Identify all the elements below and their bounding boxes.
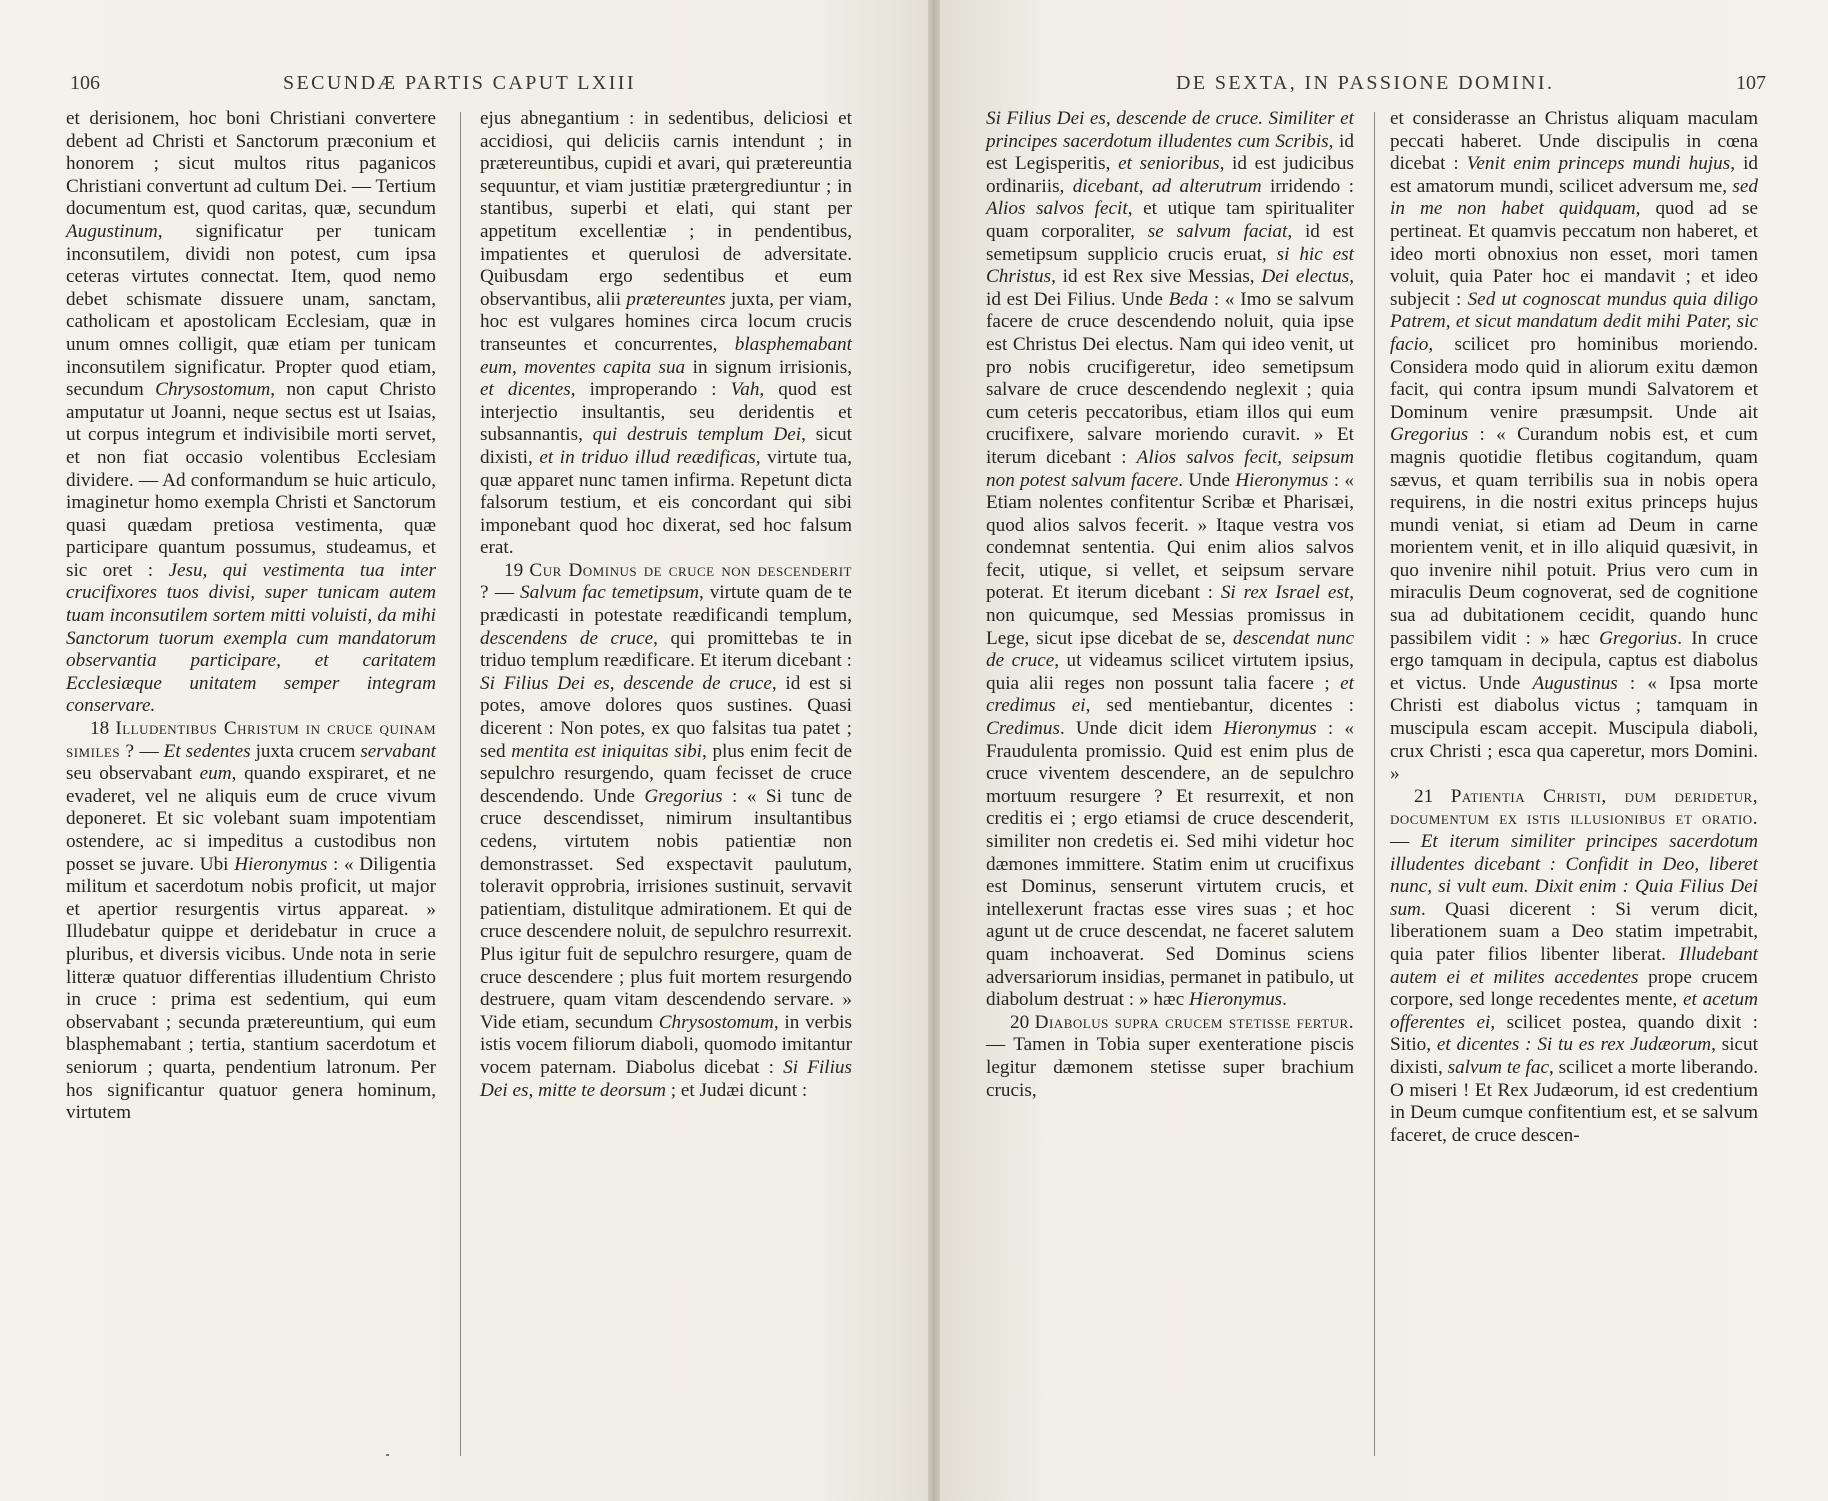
paragraph: et considerasse an Christus aliquam maculam peccati haberet. Unde discipulis in cœna dicebat : Venit enim princeps mundi hujus, id est amatorum mundi, scilicet adversum me, sed in me non habet quidquam, quod ad se pertineat. Et quamvis peccatum non haberet, et ideo morti obnoxius non esset, mori tamen voluit, quia Pater hoc ei mandavit ; et ideo subjecit : Sed ut cognoscat mundus quia diligo Patrem, et sicut mandatum dedit mihi Pater, sic facio, scilicet pro hominibus moriendo. Considera modo quid in aliorum exitu dæmon facit, qui contra ipsum mundi Salvatorem et Dominum venire præsumpsit. Unde ait Gregorius : « Curandum nobis est, et cum magnis quotidie fletibus cogitandum, quam sævus, et quam terribilis sua in nobis opera requirens, in die nostri exitus princeps hujus mundi veniat, si etiam ad Deum in carne morientem venit, et in illo aliquid quæsivit, in quo invenire nihil potuit. Prius vero cum in miraculis Deum cognoverat, sed de cognitione sua ad dubitationem cecidit, quando hunc passibilem vidit : » hæc Gregorius. In cruce ergo tamquam in decipula, captus est diabolus et victus. Unde Augustinus : « Ipsa morte Christi est diabolus victus ; tamquam in muscipula escam accepit. Muscipula diaboli, crux Christi ; esca qua caperetur, mors Domini. » <box>1390 108 1758 785</box>
paragraph: et derisionem, hoc boni Christiani convertere debent ad Christi et Sanctorum præconium et honorem ; sicut multos ritus paganicos Christiani convertunt ad cultum Dei. — Tertium documentum est, quod caritas, quæ, secundum Augustinum, significatur per tunicam inconsutilem, dividi non potest, cum ipsa ceteras virtutes connectat. Item, quod nemo debet schismate dissuere unam, sanctam, catholicam et apostolicam Ecclesiam, quæ in unum omnes colligit, quæ etiam per tunicam inconsutilem significatur. Propter quod etiam, secundum Chrysostomum, non caput Christo amputatur ut Joanni, neque sectus est ut Isaias, ut corpus integrum et indivisibile morti servet, et non fiat occasio volentibus Ecclesiam dividere. — Ad conformandum se huic articulo, imaginetur homo exempla Christi et Sanctorum quasi quædam pretiosa vestimenta, quæ participare quantum possumus, studeamus, et sic oret : Jesu, qui vestimenta tua inter crucifixores tuos divisi, super tunicam autem tuam inconsutilem sortem mitti voluisti, da mihi Sanctorum tuorum exempla cum mandatorum observantia participare, et caritatem Ecclesiæque unitatem semper integram conservare. <box>66 108 436 717</box>
right-page <box>940 0 1828 1501</box>
page-number-right: 107 <box>1736 72 1766 94</box>
left-page-column-1 <box>66 108 436 1125</box>
paragraph: Si Filius Dei es, descende de cruce. Similiter et principes sacerdotum illudentes cum Scribis, id est Legisperitis, et senioribus, id est judicibus ordinariis, dicebant, ad alterutrum irridendo : Alios salvos fecit, et utique tam spiritualiter quam corporaliter, se salvum faciat, id est semetipsum supplicio crucis eruat, si hic est Christus, id est Rex sive Messias, Dei electus, id est Dei Filius. Unde Beda : « Imo se salvum facere de cruce descendendo noluit, quia ipse est Christus Dei electus. Nam qui ideo venit, ut pro nobis crucifigeretur, ideo semetipsum salvare de cruce descendendo neglexit ; quia cum ceteris peccatoribus, etiam illos qui eum crucifixere, salvare moriendo curavit. » Et iterum dicebant : Alios salvos fecit, seipsum non potest salvum facere. Unde Hieronymus : « Etiam nolentes confitentur Scribæ et Pharisæi, quod alios salvos fecerit. » Itaque vestra vos condemnat sententia. Qui enim alios salvos fecit, utique, si vellet, et seipsum servare poterat. Et iterum dicebant : Si rex Israel est, non quicumque, sed Messias promissus in Lege, sicut ipse dicebat de se, descendat nunc de cruce, ut videamus scilicet virtutem ipsius, quia alii reges non possunt talia facere ; et credimus ei, sed mentiebantur, dicentes : Credimus. Unde dicit idem Hieronymus : « Fraudulenta promissio. Quid est enim plus de cruce viventem descendere, an de sepulchro mortuum resurgere ? Et resurrexit, et non creditis ei ; ergo etiamsi de cruce descenderit, similiter non credetis ei. Sed mihi videtur hoc dæmones immittere. Statim enim ut crucifixus est Dominus, senserunt virtutem crucis, et intellexerunt fractas esse vires suas ; et hoc agunt ut de cruce descendat, ne faceret salutem quam inchoaverat. Sed Dominus sciens adversariorum insidias, permanet in patibulo, ut diabolum destruat : » hæc Hieronymus. <box>986 108 1355 1011</box>
column-rule-left <box>460 112 461 1456</box>
running-head-left: SECUNDÆ PARTIS CAPUT LXIII <box>283 72 636 94</box>
running-head-right: DE SEXTA, IN PASSIONE DOMINI. <box>1176 72 1555 94</box>
page-mark-dot <box>386 1454 389 1456</box>
column-rule-right <box>1374 112 1375 1456</box>
paragraph: 18 Illudentibus Christum in cruce quinam similes ? — Et sedentes juxta crucem servabant seu observabant eum, quando exspiraret, et ne evaderet, vel ne aliquis eum de cruce vivum deponeret. Et sic volebant suam impotentiam ostendere, ac si impeditus a custodibus non posset se juvare. Ubi Hieronymus : « Diligentia militum et sacerdotum nobis proficit, ut major et apertior resurgentis virtus appareat. » Illudebatur quippe et deridebatur in cruce a pluribus, et diversis vicibus. Unde nota in serie litteræ quatuor differentias illudentium Christo in cruce : prima est sedentium, qui eum observabant ; secunda prætereuntium, qui eum blasphemabant ; tertia, stantium sacerdotum et seniorum ; quarta, pendentium latronum. Per hos significantur quatuor genera hominum, virtutem <box>66 718 437 1124</box>
paragraph: 20 Diabolus supra crucem stetisse fertur. — Tamen in Tobia super exenteratione piscis legitur dæmonem stetisse super brachium crucis, <box>986 1011 1354 1101</box>
right-page-column-2 <box>1390 108 1758 1147</box>
right-page-column-1 <box>986 108 1354 1102</box>
paragraph: ejus abnegantium : in sedentibus, deliciosi et accidiosi, qui deliciis carnis intendunt ; in prætereuntibus, cupidi et avari, qui prætereuntia sequuntur, et viam justitiæ prætergrediuntur ; in stantibus, superbi et elati, qui stant per appetitum excellentiæ ; in pendentibus, impatientes et querulosi de adversitate. Quibusdam ergo sedentibus et eum observantibus, alii prætereuntes juxta, per viam, hoc est vulgares homines circa locum crucis transeuntes et concurrentes, blasphemabant eum, moventes capita sua in signum irrisionis, et dicentes, improperando : Vah, quod est interjectio insultantis, seu deridentis et subsannantis, qui destruis templum Dei, sicut dixisti, et in triduo illud reædificas, virtute tua, quæ apparet nunc tamen infirma. Repetunt dicta falsorum testium, et eis concordant qui sibi imponebant quod hoc dixerat, sed hoc falsum erat. <box>480 108 853 559</box>
book-gutter <box>928 0 940 1501</box>
left-page-column-2 <box>480 108 852 1102</box>
paragraph: 19 Cur Dominus de cruce non descenderit ? — Salvum fac temetipsum, virtute quam de te prædicasti in potestate reædificandi templum, descendens de cruce, qui promittebas te in triduo templum reædificare. Et iterum dicebant : Si Filius Dei es, descende de cruce, id est si potes, amove dolores quos sustines. Quasi dicerent : Non potes, ex quo falsitas tua patet ; sed mentita est iniquitas sibi, plus enim fecit de sepulchro resurgendo, quam fecisset de cruce descendendo. Unde Gregorius : « Si tunc de cruce descendisset, nimirum insultantibus cedens, virtutem nobis patientiæ non demonstrasset. Sed exspectavit paulutum, toleravit opprobria, irrisiones sustinuit, servavit patientiam, distulitque admirationem. Et qui de cruce descendere noluit, de sepulchro resurrexit. Plus igitur fuit de sepulchro resurgere, quam de cruce descendere ; plus fuit mortem resurgendo destruere, quam vitam descendendo servare. » Vide etiam, secundum Chrysostomum, in verbis istis vocem filiorum diaboli, quomodo imitantur vocem paternam. Diabolus dicebat : Si Filius Dei es, mitte te deorsum ; et Judæi dicunt : <box>480 559 853 1101</box>
paragraph: 21 Patientia Christi, dum deridetur, documentum ex istis illusionibus et oratio. — Et iterum similiter principes sacerdotum illudentes dicebant : Confidit in Deo, liberet nunc, si vult eum. Dixit enim : Quia Filius Dei sum. Quasi dicerent : Si verum dicit, liberationem suam a Deo statim impetrabit, quia pater filios libenter liberat. Illudebant autem ei et milites accedentes prope crucem corpore, sed longe recedentes mente, et acetum offerentes ei, scilicet postea, quando dixit : Sitio, et dicentes : Si tu es rex Judæorum, sicut dixisti, salvum te fac, scilicet a morte liberando. O miseri ! Et Rex Judæorum, id est credentium in Deum cumque confitentium est, et se salvum faceret, de cruce descen- <box>1390 785 1759 1146</box>
page-number-left: 106 <box>70 72 100 94</box>
